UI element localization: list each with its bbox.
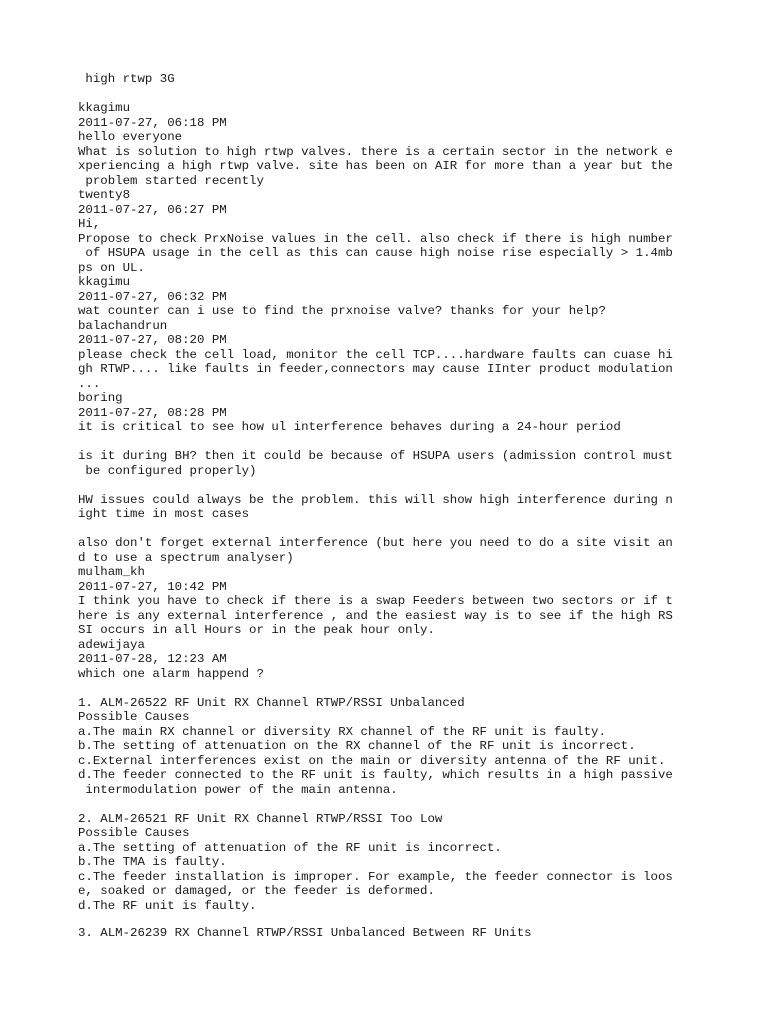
alarm-causes-label: Possible Causes bbox=[78, 826, 190, 840]
alarm-cause-line: b.The setting of attenuation on the RX channel of the RF unit is incorrect. bbox=[78, 739, 636, 753]
post-text-line: ps on UL. bbox=[78, 261, 145, 275]
post-text-line: which one alarm happend ? bbox=[78, 667, 264, 681]
document-title: high rtwp 3G bbox=[78, 72, 175, 86]
alarm-cause-line: d.The RF unit is faulty. bbox=[78, 899, 257, 913]
alarm-cause-line: a.The setting of attenuation of the RF unit is incorrect. bbox=[78, 841, 502, 855]
alarm-cause-line: e, soaked or damaged, or the feeder is deformed. bbox=[78, 884, 435, 898]
post-text-line: Propose to check PrxNoise values in the cell. also check if there is high number bbox=[78, 232, 673, 246]
alarm-heading: 3. ALM-26239 RX Channel RTWP/RSSI Unbalanced Between RF Units bbox=[78, 926, 532, 940]
post-text-line: Hi, bbox=[78, 217, 101, 231]
post-text-line: wat counter can i use to find the prxnoise valve? thanks for your help? bbox=[78, 304, 606, 318]
alarm-causes-label: Possible Causes bbox=[78, 710, 190, 724]
author-name: twenty8 bbox=[78, 188, 131, 202]
post-text-line: I think you have to check if there is a swap Feeders between two sectors or if t bbox=[78, 594, 673, 608]
post-text-line: xperiencing a high rtwp valve. site has been on AIR for more than a year but the bbox=[78, 159, 673, 173]
post-text-line: ight time in most cases bbox=[78, 507, 250, 521]
post-text-line: be configured properly) bbox=[78, 464, 257, 478]
post-text-line: SI occurs in all Hours or in the peak hour only. bbox=[78, 623, 435, 637]
post-text-line: it is critical to see how ul interference behaves during a 24-hour period bbox=[78, 420, 621, 434]
post-text-line: also don't forget external interference (but here you need to do a site visit an bbox=[78, 536, 673, 550]
alarm-heading: 2. ALM-26521 RF Unit RX Channel RTWP/RSSI Too Low bbox=[78, 812, 443, 826]
alarm-cause-line: intermodulation power of the main antenna. bbox=[78, 783, 398, 797]
post-timestamp: 2011-07-27, 06:27 PM bbox=[78, 203, 227, 217]
post-timestamp: 2011-07-27, 10:42 PM bbox=[78, 580, 227, 594]
post-text-line: please check the cell load, monitor the cell TCP....hardware faults can cuase hi bbox=[78, 348, 673, 362]
post-text-line: is it during BH? then it could be because of HSUPA users (admission control must bbox=[78, 449, 673, 463]
alarm-cause-line: c.The feeder installation is improper. For example, the feeder connector is loos bbox=[78, 870, 673, 884]
author-name: boring bbox=[78, 391, 123, 405]
post-timestamp: 2011-07-27, 08:28 PM bbox=[78, 406, 227, 420]
post-text-line: d to use a spectrum analyser) bbox=[78, 551, 294, 565]
post-text-line: problem started recently bbox=[78, 174, 264, 188]
post-timestamp: 2011-07-27, 06:32 PM bbox=[78, 290, 227, 304]
author-name: adewijaya bbox=[78, 638, 145, 652]
post-text-line: hello everyone bbox=[78, 130, 183, 144]
post-text-line: gh RTWP.... like faults in feeder,connectors may cause IInter product modulation bbox=[78, 362, 673, 376]
alarm-heading: 1. ALM-26522 RF Unit RX Channel RTWP/RSSI Unbalanced bbox=[78, 696, 465, 710]
author-name: kkagimu bbox=[78, 275, 131, 289]
author-name: balachandrun bbox=[78, 319, 168, 333]
post-timestamp: 2011-07-27, 08:20 PM bbox=[78, 333, 227, 347]
post-text-line: of HSUPA usage in the cell as this can cause high noise rise especially > 1.4mb bbox=[78, 246, 673, 260]
alarm-cause-line: c.External interferences exist on the main or diversity antenna of the RF unit. bbox=[78, 754, 666, 768]
author-name: kkagimu bbox=[78, 101, 131, 115]
post-timestamp: 2011-07-27, 06:18 PM bbox=[78, 116, 227, 130]
post-text-line: HW issues could always be the problem. this will show high interference during n bbox=[78, 493, 673, 507]
alarm-cause-line: d.The feeder connected to the RF unit is faulty, which results in a high passive bbox=[78, 768, 673, 782]
post-text-line: here is any external interference , and the easiest way is to see if the high RS bbox=[78, 609, 673, 623]
alarm-cause-line: a.The main RX channel or diversity RX channel of the RF unit is faulty. bbox=[78, 725, 606, 739]
post-timestamp: 2011-07-28, 12:23 AM bbox=[78, 652, 227, 666]
author-name: mulham_kh bbox=[78, 565, 145, 579]
post-text-line: ... bbox=[78, 377, 101, 391]
post-text-line: What is solution to high rtwp valves. there is a certain sector in the network e bbox=[78, 145, 673, 159]
alarm-cause-line: b.The TMA is faulty. bbox=[78, 855, 227, 869]
